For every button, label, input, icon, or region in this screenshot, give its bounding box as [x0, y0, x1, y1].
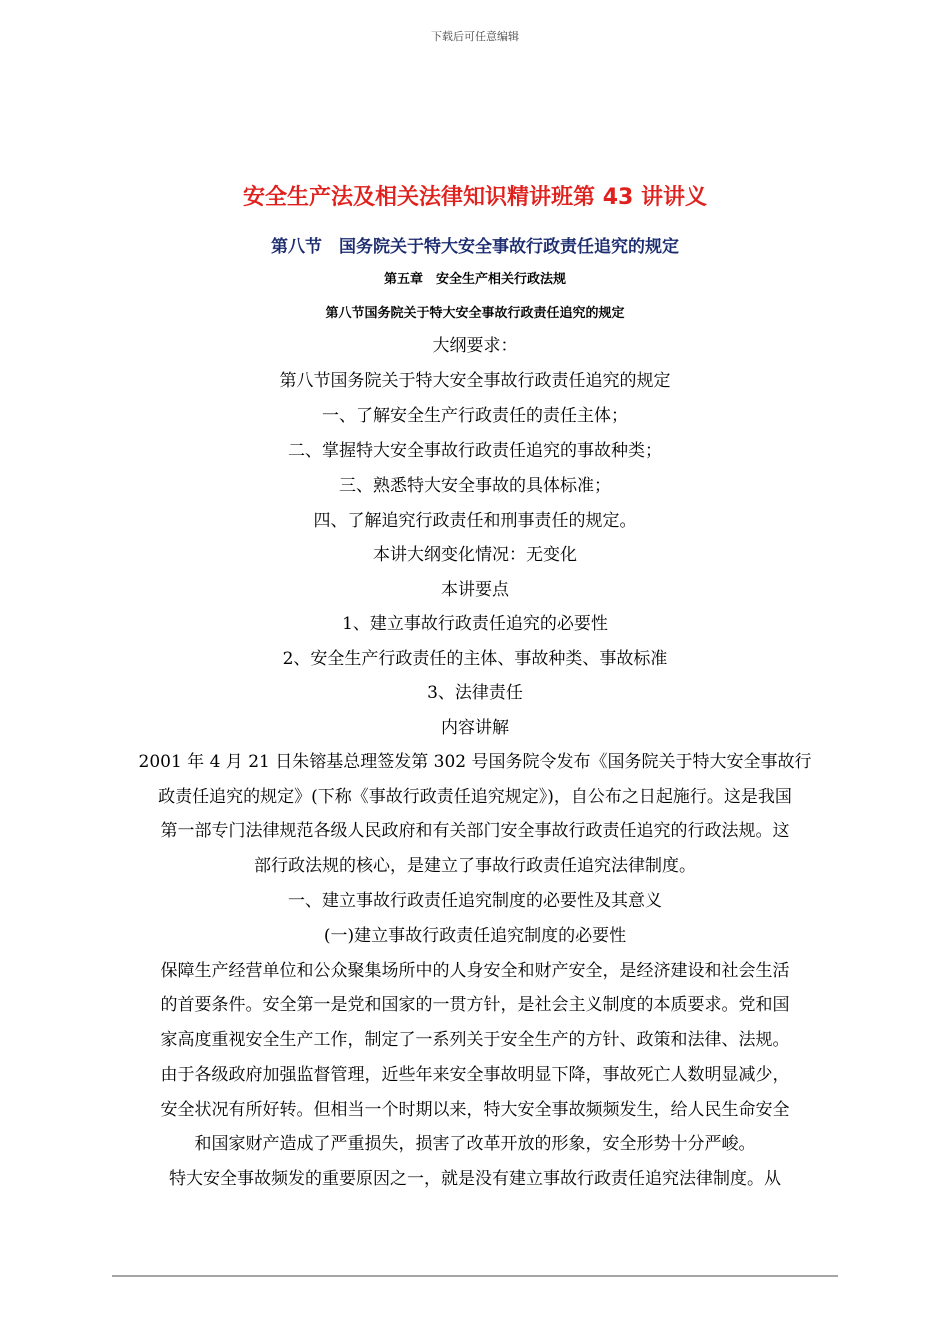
chapter-heading: 第五章 安全生产相关行政法规 — [383, 272, 566, 287]
body-line: 2001 年 4 月 21 日朱镕基总理签发第 302 号国务院令发布《国务院关于特大安全事故行 — [138, 752, 812, 772]
body-line: 第八节国务院关于特大安全事故行政责任追究的规定 — [279, 371, 671, 391]
body-line: 三、熟悉特大安全事故的具体标准； — [339, 476, 611, 496]
body-line: 政责任追究的规定》(下称《事故行政责任追究规定》)，自公布之日起施行。这是我国 — [158, 787, 792, 807]
body-line: 和国家财产造成了严重损失，损害了改革开放的形象，安全形势十分严峻。 — [194, 1134, 756, 1154]
body-line: 安全状况有所好转。但相当一个时期以来，特大安全事故频频发生，给人民生命安全 — [160, 1100, 790, 1120]
body-line: 保障生产经营单位和公众聚集场所中的人身安全和财产安全，是经济建设和社会生活 — [160, 961, 790, 981]
body-line: 本讲要点 — [441, 580, 509, 600]
body-line: 第一部专门法律规范各级人民政府和有关部门安全事故行政责任追究的行政法规。这 — [160, 821, 790, 841]
body-line: 1、建立事故行政责任追究的必要性 — [342, 614, 608, 634]
section-heading: 第八节国务院关于特大安全事故行政责任追究的规定 — [325, 306, 625, 321]
document-subtitle: 第八节 国务院关于特大安全事故行政责任追究的规定 — [271, 237, 679, 257]
body-line: 2、安全生产行政责任的主体、事故种类、事故标准 — [282, 649, 668, 669]
body-line: 四、了解追究行政责任和刑事责任的规定。 — [313, 511, 637, 531]
body-line: 一、建立事故行政责任追究制度的必要性及其意义 — [288, 891, 662, 911]
body-line: 由于各级政府加强监督管理，近些年来安全事故明显下降，事故死亡人数明显减少， — [160, 1065, 790, 1085]
body-line: 3、法律责任 — [427, 683, 523, 703]
body-line: 特大安全事故频发的重要原因之一，就是没有建立事故行政责任追究法律制度。从 — [169, 1169, 781, 1189]
body-line: 家高度重视安全生产工作，制定了一系列关于安全生产的方针、政策和法律、法规。 — [160, 1030, 790, 1050]
body-line: 本讲大纲变化情况：无变化 — [373, 545, 577, 565]
footer-divider — [112, 1275, 838, 1277]
body-line: 二、掌握特大安全事故行政责任追究的事故种类； — [288, 441, 662, 461]
body-line: 内容讲解 — [441, 718, 509, 738]
body-line: 部行政法规的核心，是建立了事故行政责任追究法律制度。 — [254, 856, 696, 876]
header-note: 下载后可任意编辑 — [431, 30, 519, 43]
document-title: 安全生产法及相关法律知识精讲班第 43 讲讲义 — [243, 185, 707, 210]
body-line: 一、了解安全生产行政责任的责任主体； — [322, 406, 628, 426]
body-line: 的首要条件。安全第一是党和国家的一贯方针，是社会主义制度的本质要求。党和国 — [160, 995, 790, 1015]
body-line: (一)建立事故行政责任追究制度的必要性 — [323, 926, 627, 946]
body-line: 大纲要求： — [432, 336, 518, 356]
